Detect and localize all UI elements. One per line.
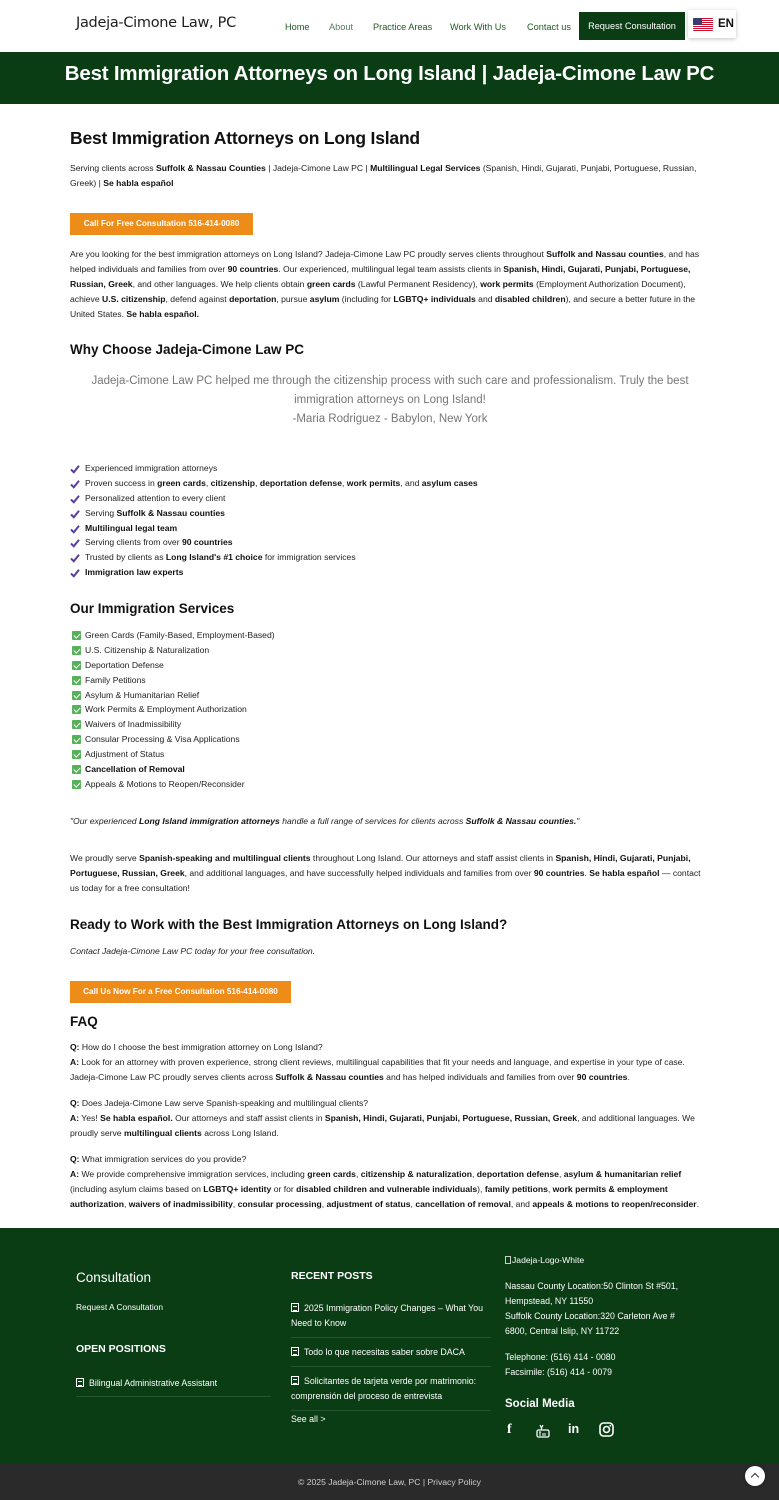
list-item: Deportation Defense (70, 658, 710, 673)
recent-post-link[interactable]: 2025 Immigration Policy Changes – What You Need to Know (291, 1303, 483, 1328)
checkbox-icon (72, 676, 81, 685)
ready-text: Contact Jadeja-Cimone Law PC today for your free consultation. (70, 946, 316, 956)
recent-posts-heading: RECENT POSTS (291, 1270, 373, 1282)
faq-heading: FAQ (70, 1014, 98, 1029)
footer-logo: Jadeja-Logo-White (505, 1253, 584, 1268)
broken-image-icon (505, 1256, 511, 1264)
brand-name[interactable]: Jadeja-Cimone Law, PC (76, 15, 236, 31)
divider (291, 1337, 491, 1338)
recent-post-link[interactable]: Todo lo que necesitas saber sobre DACA (291, 1345, 491, 1360)
site-footer (0, 1228, 779, 1464)
serving-line: Serving clients across Suffolk & Nassau Counties | Jadeja-Cimone Law PC | Multilingual Legal Services (Spanish, Hindi, Gujarati, Punjabi, Portuguese, Russian, Greek) | Se habla español (70, 163, 697, 188)
document-icon (291, 1347, 299, 1356)
checkbox-icon (72, 646, 81, 655)
list-item: Proven success in green cards, citizenship, deportation defense, work permits, and asylum cases (70, 476, 710, 491)
nav-contact-us[interactable]: Contact us (527, 22, 571, 32)
checkbox-icon (72, 661, 81, 670)
check-icon (70, 568, 80, 578)
checkbox-icon (72, 780, 81, 789)
list-item: U.S. Citizenship & Naturalization (70, 643, 710, 658)
divider (291, 1366, 491, 1367)
list-item: Family Petitions (70, 673, 710, 688)
us-flag-icon (693, 18, 713, 31)
faq-item (70, 1152, 710, 1212)
youtube-icon[interactable] (536, 1424, 550, 1438)
why-choose-list (70, 461, 710, 580)
bottom-bar (0, 1464, 779, 1500)
facebook-icon[interactable]: f (507, 1422, 512, 1437)
list-item: Consular Processing & Visa Applications (70, 732, 710, 747)
language-label: EN (718, 18, 734, 30)
list-item: Personalized attention to every client (70, 491, 710, 506)
open-positions-heading: OPEN POSITIONS (76, 1343, 166, 1355)
linkedin-icon[interactable]: in (568, 1422, 580, 1436)
document-icon (76, 1378, 84, 1387)
copyright: © 2025 Jadeja-Cimone Law, PC | Privacy Policy (298, 1477, 481, 1487)
list-item: Waivers of Inadmissibility (70, 717, 710, 732)
call-now-button[interactable]: Call Us Now For a Free Consultation 516-414-0080 (70, 981, 291, 1003)
contact-numbers (505, 1350, 616, 1380)
banner-title: Best Immigration Attorneys on Long Island | Jadeja-Cimone Law PC (64, 62, 715, 85)
scroll-to-top-button[interactable] (745, 1466, 765, 1486)
intro-paragraph: Are you looking for the best immigration attorneys on Long Island? Jadeja-Cimone Law PC proudly serves clients throughout Suffolk and Nassau counties, and has helped individuals and families from over 90 countries. Our experienced, multilingual legal team assists clients in Spanish, Hindi, Gujarati, Punjabi, Portuguese, Russian, Greek, and other languages. We help clients obtain green cards (Lawful Permanent Residency), work permits (Employment Authorization Document), achieve U.S. citizenship, defend against deportation, pursue asylum (including for LGBTQ+ individuals and disabled children), and secure a better future in the United States. Se habla español. (70, 249, 700, 319)
nav-work-with-us[interactable]: Work With Us (450, 22, 506, 32)
nassau-address: Nassau County Location:50 Clinton St #501, Hempstead, NY 11550 (505, 1281, 679, 1306)
divider (76, 1396, 271, 1397)
faq-item (70, 1040, 710, 1085)
faq-question: Q: What immigration services do you provide? (70, 1154, 247, 1164)
list-item: Trusted by clients as Long Island's #1 choice for immigration services (70, 550, 710, 565)
testimonial-quote: Jadeja-Cimone Law PC helped me through the citizenship process with such care and professionalism. Truly the best immigration attorneys on Long Island! (91, 375, 689, 406)
suffolk-address: Suffolk County Location:320 Carleton Ave # 6800, Central Islip, NY 11722 (505, 1311, 675, 1336)
list-item: Experienced immigration attorneys (70, 461, 710, 476)
multilingual-paragraph: We proudly serve Spanish-speaking and multilingual clients throughout Long Island. Our attorneys and staff assist clients in Spanish, Hindi, Gujarati, Punjabi, Portuguese, Russian, Greek, and additional languages, and have successfully helped individuals and families from over 90 countries. Se habla español — contact us today for a free consultation! (70, 853, 701, 893)
request-consultation-button[interactable]: Request Consultation (579, 12, 685, 40)
checkbox-icon (72, 750, 81, 759)
testimonial (70, 372, 710, 429)
check-icon (70, 509, 80, 519)
list-item: Multilingual legal team (70, 521, 710, 536)
language-switcher[interactable] (688, 10, 736, 38)
request-consultation-link[interactable]: Request A Consultation (76, 1302, 164, 1312)
consultation-heading: Consultation (76, 1270, 152, 1285)
ready-heading: Ready to Work with the Best Immigration Attorneys on Long Island? (70, 917, 508, 932)
list-item: Immigration law experts (70, 565, 710, 580)
list-item: Appeals & Motions to Reopen/Reconsider (70, 777, 710, 792)
why-choose-heading: Why Choose Jadeja-Cimone Law PC (70, 342, 305, 357)
list-item: Asylum & Humanitarian Relief (70, 688, 710, 703)
faq-answer: A: Yes! Se habla español. Our attorneys and staff assist clients in Spanish, Hindi, Gujarati, Punjabi, Portuguese, Russian, Greek, and additional languages. We proudly serve multilingual clients across Long Island. (70, 1113, 695, 1138)
telephone[interactable]: Telephone: (516) 414 - 0080 (505, 1352, 616, 1362)
checkbox-icon (72, 631, 81, 640)
faq-question: Q: Does Jadeja-Cimone Law serve Spanish-speaking and multilingual clients? (70, 1098, 369, 1108)
testimonial-author: -Maria Rodriguez - Babylon, New York (292, 413, 488, 425)
nav-home[interactable]: Home (285, 22, 310, 32)
document-icon (291, 1376, 299, 1385)
call-consultation-button[interactable]: Call For Free Consultation 516-414-0080 (70, 213, 253, 235)
page-title: Best Immigration Attorneys on Long Island (70, 128, 420, 148)
faq-item (70, 1096, 710, 1141)
list-item: Work Permits & Employment Authorization (70, 702, 710, 717)
divider (291, 1410, 491, 1411)
nav-practice-areas[interactable]: Practice Areas (373, 22, 433, 32)
recent-post-link[interactable]: Solicitantes de tarjeta verde por matrimonio: comprensión del proceso de entrevista (291, 1376, 477, 1401)
checkbox-icon (72, 765, 81, 774)
faq-answer: A: We provide comprehensive immigration services, including green cards, citizenship & naturalization, deportation defense, asylum & humanitarian relief (including asylum claims based on LGBTQ+ identity or for disabled children and vulnerable individuals), family petitions, work permits & employment authorization, waivers of inadmissibility, consular processing, adjustment of status, cancellation of removal, and appeals & motions to reopen/reconsider. (70, 1169, 700, 1209)
page-banner (0, 52, 779, 104)
site-header (0, 0, 779, 52)
services-list (70, 628, 710, 792)
see-all-link[interactable]: See all > (291, 1414, 326, 1424)
list-item: Cancellation of Removal (70, 762, 710, 777)
checkbox-icon (72, 705, 81, 714)
document-icon (291, 1303, 299, 1312)
check-icon (70, 553, 80, 563)
instagram-icon[interactable] (599, 1422, 614, 1437)
checkbox-icon (72, 691, 81, 700)
nav-about[interactable]: About (329, 22, 354, 32)
check-icon (70, 494, 80, 504)
services-heading: Our Immigration Services (70, 601, 235, 616)
faq-answer: A: Look for an attorney with proven experience, strong client reviews, multilingual capabilities that fit your needs and language, and expertise in your type of case. Jadeja-Cimone Law PC proudly serves clients across Suffolk & Nassau counties and has helped individuals and families from over 90 countries. (70, 1057, 685, 1082)
list-item: Serving clients from over 90 countries (70, 535, 710, 550)
services-quote: "Our experienced Long Island immigration attorneys handle a full range of services for clients across Suffolk & Nassau counties." (70, 816, 580, 826)
list-item: Serving Suffolk & Nassau counties (70, 506, 710, 521)
check-icon (70, 538, 80, 548)
check-icon (70, 464, 80, 474)
facsimile: Facsimile: (516) 414 - 0079 (505, 1367, 613, 1377)
checkbox-icon (72, 720, 81, 729)
faq-question: Q: How do I choose the best immigration attorney on Long Island? (70, 1042, 323, 1052)
list-item: Green Cards (Family-Based, Employment-Based) (70, 628, 710, 643)
list-item: Adjustment of Status (70, 747, 710, 762)
checkbox-icon (72, 735, 81, 744)
position-link[interactable]: Bilingual Administrative Assistant (76, 1376, 217, 1391)
check-icon (70, 524, 80, 534)
social-media-heading: Social Media (505, 1398, 575, 1410)
check-icon (70, 479, 80, 489)
